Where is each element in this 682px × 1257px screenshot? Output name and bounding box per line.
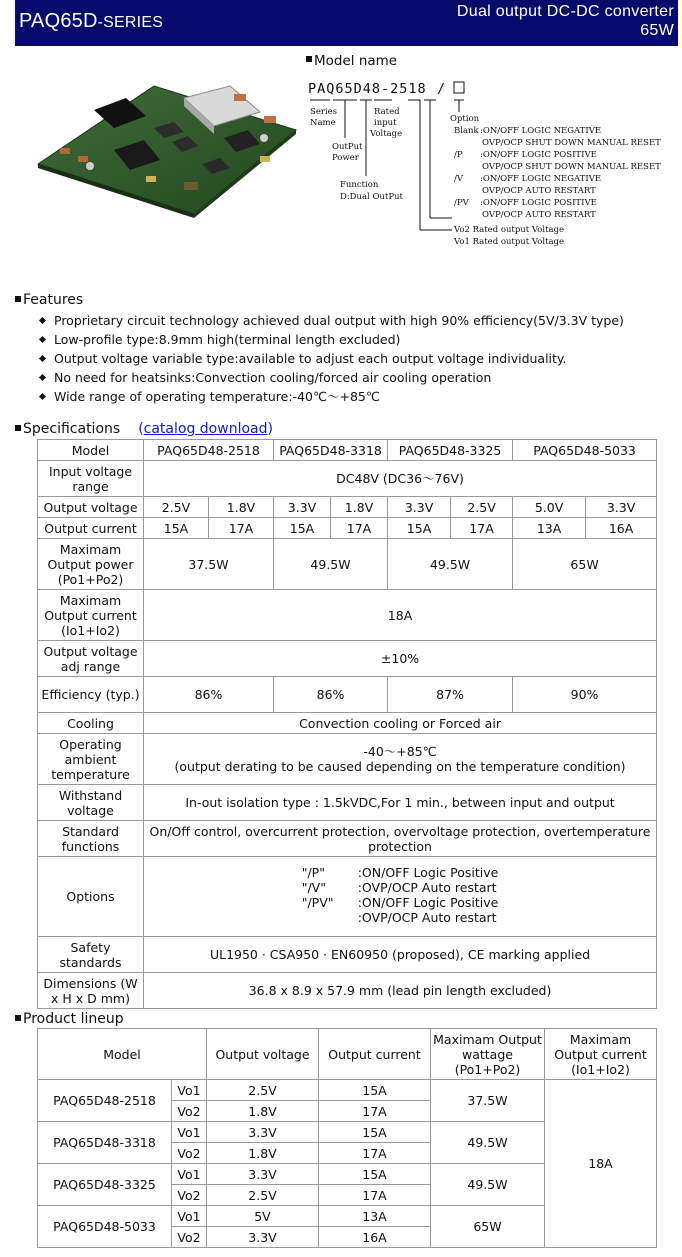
table-row: Options "/P" :ON/OFF Logic Positive "/V" :OVP/OCP Auto restart "/PV" :ON/OFF Logic Positive :OVP/OCP Auto restart <box>38 857 657 937</box>
svg-text:OVP/OCP SHUT DOWN MANUAL RESET: OVP/OCP SHUT DOWN MANUAL RESET <box>482 138 661 148</box>
bullet-square <box>15 425 21 431</box>
options-list: "/P" :ON/OFF Logic Positive "/V" :OVP/OCP Auto restart "/PV" :ON/OFF Logic Positive :OVP/OCP Auto restart <box>301 865 499 925</box>
features-title: Features <box>15 292 83 308</box>
svg-text:Series: Series <box>310 107 338 117</box>
feature-item: Output voltage variable type:available to adjust each output voltage individuality. <box>40 349 624 368</box>
series-title: PAQ65D-SERIES <box>19 10 164 32</box>
svg-text::ON/OFF LOGIC NEGATIVE: :ON/OFF LOGIC NEGATIVE <box>480 126 602 136</box>
svg-text::ON/OFF LOGIC POSITIVE: :ON/OFF LOGIC POSITIVE <box>480 198 597 208</box>
table-row: PAQ65D48-5033 Vo1 5V 13A 65W <box>38 1206 657 1227</box>
svg-text:OutPut: OutPut <box>332 142 363 152</box>
table-row: Withstand voltage In-out isolation type : 1.5kVDC,For 1 min., between input and output <box>38 785 657 821</box>
table-row: PAQ65D48-2518 Vo1 2.5V 15A 37.5W 18A <box>38 1080 657 1101</box>
table-row: Vo2 2.5V 17A <box>38 1185 657 1206</box>
svg-text:/PV: /PV <box>454 198 469 208</box>
product-lineup-title: Product lineup <box>15 1011 124 1027</box>
svg-text:Vo1 Rated output Voltage: Vo1 Rated output Voltage <box>454 237 565 247</box>
page-header <box>15 0 678 46</box>
diamond-bullet-icon <box>39 336 46 343</box>
header-subtitle <box>457 2 674 40</box>
svg-text:OVP/OCP AUTO RESTART: OVP/OCP AUTO RESTART <box>482 210 596 220</box>
model-code: PAQ65D48-2518 <box>308 81 427 97</box>
table-row: Output current 15A 17A 15A 17A 15A 17A 13A 16A <box>38 518 657 539</box>
product-photo <box>34 68 300 218</box>
table-row: Efficiency (typ.) 86% 86% 87% 90% <box>38 677 657 713</box>
diamond-bullet-icon <box>39 317 46 324</box>
svg-text:Power: Power <box>332 153 359 163</box>
svg-text:input: input <box>374 118 397 128</box>
option-box <box>454 82 464 93</box>
table-row: Standard functions On/Off control, overcurrent protection, overvoltage protection, overtemperature protection <box>38 821 657 857</box>
table-row: Input voltage range DC48V (DC36～76V) <box>38 461 657 497</box>
feature-item: Proprietary circuit technology achieved dual output with high 90% efficiency(5V/3.3V type) <box>40 311 624 330</box>
product-type: Dual output DC-DC converter <box>456 3 674 20</box>
specifications-table <box>37 439 657 1009</box>
table-row: Cooling Convection cooling or Forced air <box>38 713 657 734</box>
feature-item: No need for heatsinks:Convection cooling/forced air cooling operation <box>40 368 624 387</box>
svg-text:Vo2 Rated output Voltage: Vo2 Rated output Voltage <box>454 225 565 235</box>
model-name-diagram <box>300 50 682 250</box>
svg-text::ON/OFF LOGIC NEGATIVE: :ON/OFF LOGIC NEGATIVE <box>480 174 602 184</box>
svg-text:Function: Function <box>340 180 379 190</box>
table-row: PAQ65D48-3325 Vo1 3.3V 15A 49.5W <box>38 1164 657 1185</box>
bullet-square <box>306 56 312 62</box>
power-rating: 65W <box>640 22 674 39</box>
svg-text:/V: /V <box>454 174 464 184</box>
catalog-download-link[interactable]: catalog download <box>143 421 268 437</box>
svg-text:D:Dual OutPut: D:Dual OutPut <box>340 192 403 202</box>
table-row: Vo2 1.8V 17A <box>38 1143 657 1164</box>
svg-text:Option: Option <box>450 114 480 124</box>
table-row: Model Output voltage Output current Maximam Output wattage (Po1+Po2) Maximam Output current (Io1+Io2) <box>38 1029 657 1080</box>
table-row: Maximam Output current (Io1+Io2) 18A <box>38 590 657 641</box>
table-row: Vo2 1.8V 17A <box>38 1101 657 1122</box>
table-row: Output voltage adj range ±10% <box>38 641 657 677</box>
svg-text:Voltage: Voltage <box>370 129 403 139</box>
svg-text:/P: /P <box>454 150 463 160</box>
table-row: PAQ65D48-3318 Vo1 3.3V 15A 49.5W <box>38 1122 657 1143</box>
bullet-square <box>15 1015 21 1021</box>
feature-item: Wide range of operating temperature:-40℃～+85℃ <box>40 387 624 406</box>
table-row: Vo2 3.3V 16A <box>38 1227 657 1248</box>
bullet-square <box>15 296 21 302</box>
model-code-slash: / <box>437 81 447 97</box>
features-list <box>40 311 624 406</box>
table-row: Dimensions (W x H x D mm) 36.8 x 8.9 x 57.9 mm (lead pin length excluded) <box>38 973 657 1009</box>
svg-text:OVP/OCP SHUT DOWN MANUAL RESET: OVP/OCP SHUT DOWN MANUAL RESET <box>482 162 661 172</box>
svg-text::ON/OFF LOGIC POSITIVE: :ON/OFF LOGIC POSITIVE <box>480 150 597 160</box>
table-row: Output voltage 2.5V 1.8V 3.3V 1.8V 3.3V 2.5V 5.0V 3.3V <box>38 497 657 518</box>
table-row: Maximam Output power (Po1+Po2) 37.5W 49.5W 49.5W 65W <box>38 539 657 590</box>
product-lineup-table <box>37 1028 657 1248</box>
svg-text:OVP/OCP AUTO RESTART: OVP/OCP AUTO RESTART <box>482 186 596 196</box>
svg-text:Rated: Rated <box>374 107 400 117</box>
diamond-bullet-icon <box>39 355 46 362</box>
feature-item: Low-profile type:8.9mm high(terminal length excluded) <box>40 330 624 349</box>
table-row: Safety standards UL1950 · CSA950 · EN60950 (proposed), CE marking applied <box>38 937 657 973</box>
diamond-bullet-icon <box>39 393 46 400</box>
svg-text:Name: Name <box>310 118 336 128</box>
specifications-title: Specifications (catalog download) <box>15 421 273 437</box>
table-row: Operating ambient temperature -40～+85℃ (output derating to be caused depending on the temperature condition) <box>38 734 657 785</box>
table-row: Model PAQ65D48-2518 PAQ65D48-3318 PAQ65D48-3325 PAQ65D48-5033 <box>38 440 657 461</box>
diamond-bullet-icon <box>39 374 46 381</box>
model-name-title: Model name <box>314 53 398 69</box>
svg-text:Blank: Blank <box>454 126 479 136</box>
